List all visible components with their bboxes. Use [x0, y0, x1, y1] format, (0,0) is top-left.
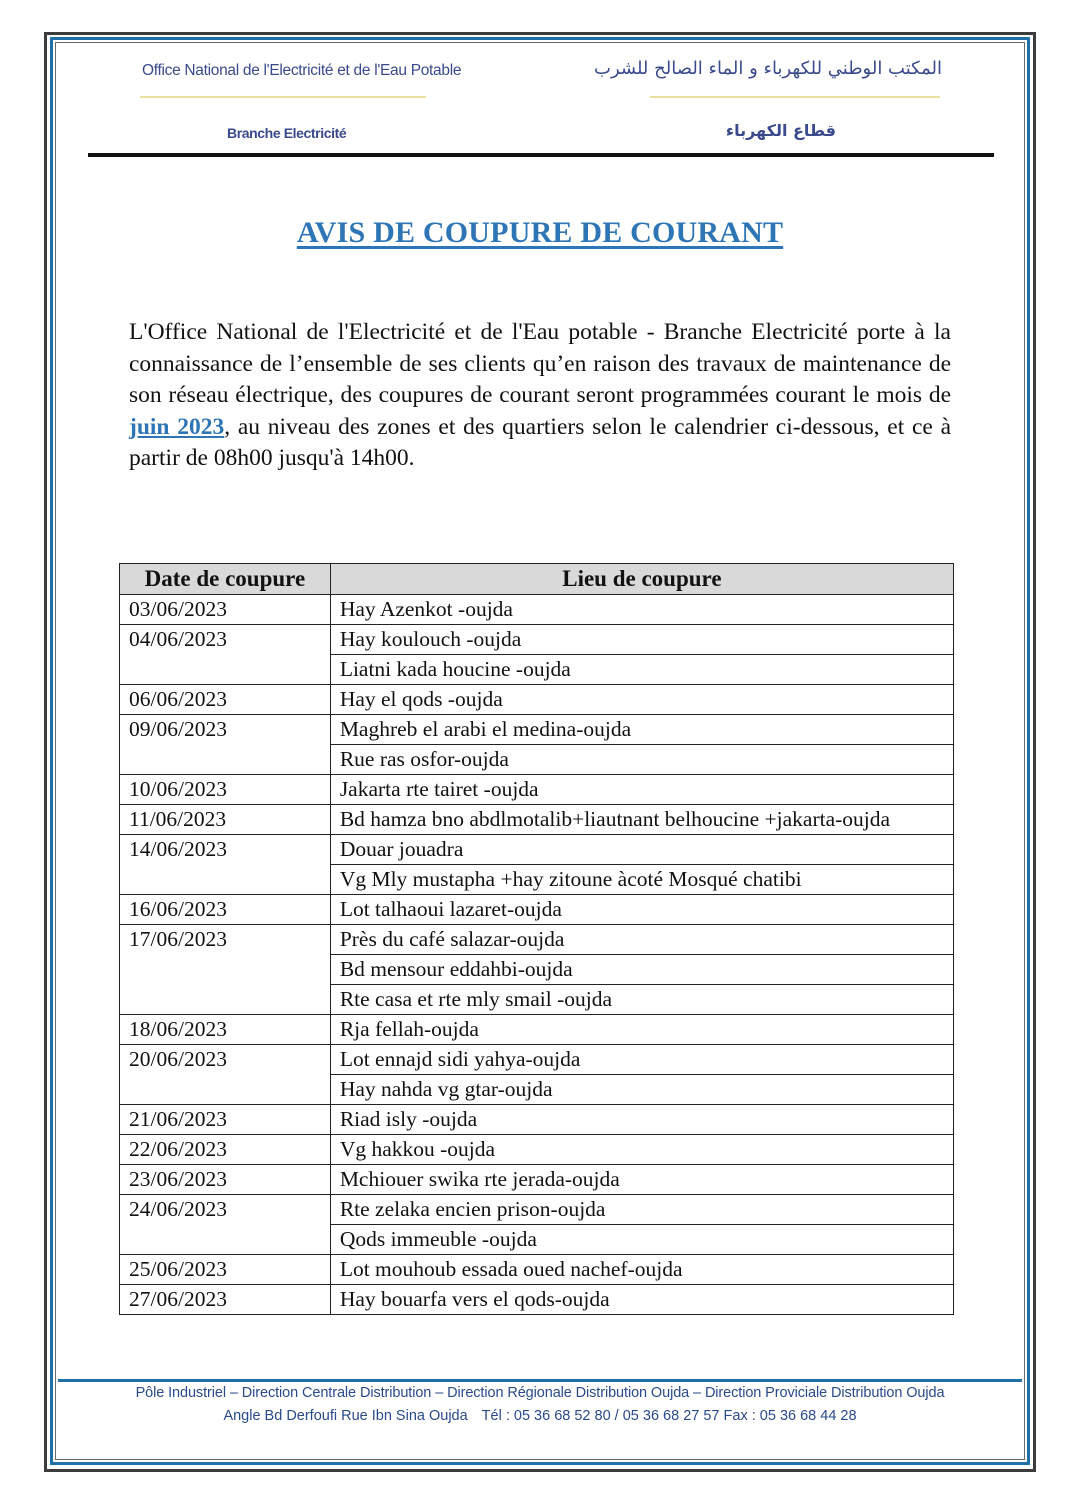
date-cell: 11/06/2023: [120, 805, 331, 835]
date-cell: 18/06/2023: [120, 1015, 331, 1045]
date-cell: 22/06/2023: [120, 1135, 331, 1165]
location-cell: Rte zelaka encien prison-oujda: [330, 1195, 953, 1225]
date-cell: 21/06/2023: [120, 1105, 331, 1135]
location-cell: Rue ras osfor-oujda: [330, 745, 953, 775]
date-cell: 10/06/2023: [120, 775, 331, 805]
table-body: [120, 595, 954, 1315]
table-row: [120, 685, 954, 715]
location-cell: Douar jouadra: [330, 835, 953, 865]
intro-paragraph: [129, 317, 951, 475]
header-divider: [88, 153, 994, 157]
table-row: [120, 625, 954, 655]
header-ar-underline: [650, 96, 940, 98]
header-org-name-fr: Office National de l'Electricité et de l'Eau Potable: [142, 62, 462, 79]
location-cell: Hay Azenkot -oujda: [330, 595, 953, 625]
date-cell: 04/06/2023: [120, 625, 331, 685]
table-row: [120, 775, 954, 805]
footer-directions: Pôle Industriel – Direction Centrale Distribution – Direction Régionale Distribution Oujda – Direction Proviciale Distribution Oujda: [135, 1385, 945, 1401]
location-cell: Lot ennajd sidi yahya-oujda: [330, 1045, 953, 1075]
table-row: [120, 895, 954, 925]
table-row: [120, 1255, 954, 1285]
header-fr-underline: [140, 96, 426, 98]
table-row: [120, 1195, 954, 1225]
location-cell: Liatni kada houcine -oujda: [330, 655, 953, 685]
table-row: [120, 805, 954, 835]
footer-address: Angle Bd Derfoufi Rue Ibn Sina Oujda: [223, 1408, 468, 1424]
location-cell: Qods immeuble -oujda: [330, 1225, 953, 1255]
table-row: [120, 1135, 954, 1165]
table-row: [120, 1045, 954, 1075]
location-cell: Mchiouer swika rte jerada-oujda: [330, 1165, 953, 1195]
table-row: [120, 1105, 954, 1135]
date-cell: 16/06/2023: [120, 895, 331, 925]
table-row: [120, 595, 954, 625]
date-cell: 25/06/2023: [120, 1255, 331, 1285]
date-cell: 20/06/2023: [120, 1045, 331, 1105]
location-cell: Vg hakkou -oujda: [330, 1135, 953, 1165]
location-cell: Hay nahda vg gtar-oujda: [330, 1075, 953, 1105]
location-cell: Hay el qods -oujda: [330, 685, 953, 715]
footer-divider: [58, 1379, 1022, 1382]
table-row: [120, 1285, 954, 1315]
document-title: AVIS DE COUPURE DE COURANT: [296, 216, 784, 249]
location-cell: Lot talhaoui lazaret-oujda: [330, 895, 953, 925]
location-cell: Près du café salazar-oujda: [330, 925, 953, 955]
location-cell: Lot mouhoub essada oued nachef-oujda: [330, 1255, 953, 1285]
location-cell: Hay bouarfa vers el qods-oujda: [330, 1285, 953, 1315]
table-row: [120, 835, 954, 865]
intro-text-before: L'Office National de l'Electricité et de l'Eau potable - Branche Electricité porte à la connaissance de l’ensemble de ses clients qu’en raison des travaux de maintenance de son réseau électrique, des coupures de courant seront programmées courant le mois de: [129, 319, 951, 409]
location-cell: Rja fellah-oujda: [330, 1015, 953, 1045]
table-header-row: [120, 564, 954, 595]
location-cell: Riad isly -oujda: [330, 1105, 953, 1135]
location-cell: Rte casa et rte mly smail -oujda: [330, 985, 953, 1015]
header-branch-ar: قطاع الكهرباء: [725, 121, 836, 140]
header-branch-fr: Branche Electricité: [227, 125, 347, 141]
date-cell: 23/06/2023: [120, 1165, 331, 1195]
location-cell: Vg Mly mustapha +hay zitoune àcoté Mosqué chatibi: [330, 865, 953, 895]
date-cell: 09/06/2023: [120, 715, 331, 775]
intro-month: juin 2023: [129, 413, 225, 440]
header-date: Date de coupure: [120, 564, 331, 595]
date-cell: 27/06/2023: [120, 1285, 331, 1315]
location-cell: Jakarta rte tairet -oujda: [330, 775, 953, 805]
location-cell: Bd mensour eddahbi-oujda: [330, 955, 953, 985]
location-cell: Maghreb el arabi el medina-oujda: [330, 715, 953, 745]
date-cell: 03/06/2023: [120, 595, 331, 625]
table-row: [120, 925, 954, 955]
outage-schedule-table: [119, 563, 954, 1315]
intro-text-after: , au niveau des zones et des quartiers selon le calendrier ci-dessous, et ce à partir de 08h00 jusqu'à 14h00.: [129, 413, 951, 472]
header-org-name-ar: المكتب الوطني للكهرباء و الماء الصالح للشرب: [594, 58, 942, 79]
footer-contact-line: [0, 1408, 1080, 1424]
date-cell: 06/06/2023: [120, 685, 331, 715]
location-cell: Bd hamza bno abdlmotalib+liautnant belhoucine +jakarta-oujda: [330, 805, 953, 835]
header-lieu: Lieu de coupure: [330, 564, 953, 595]
table-row: [120, 715, 954, 745]
footer-phone-fax: Tél : 05 36 68 52 80 / 05 36 68 27 57 Fax : 05 36 68 44 28: [481, 1408, 857, 1424]
date-cell: 24/06/2023: [120, 1195, 331, 1255]
date-cell: 17/06/2023: [120, 925, 331, 1015]
date-cell: 14/06/2023: [120, 835, 331, 895]
table-row: [120, 1015, 954, 1045]
location-cell: Hay koulouch -oujda: [330, 625, 953, 655]
table-row: [120, 1165, 954, 1195]
